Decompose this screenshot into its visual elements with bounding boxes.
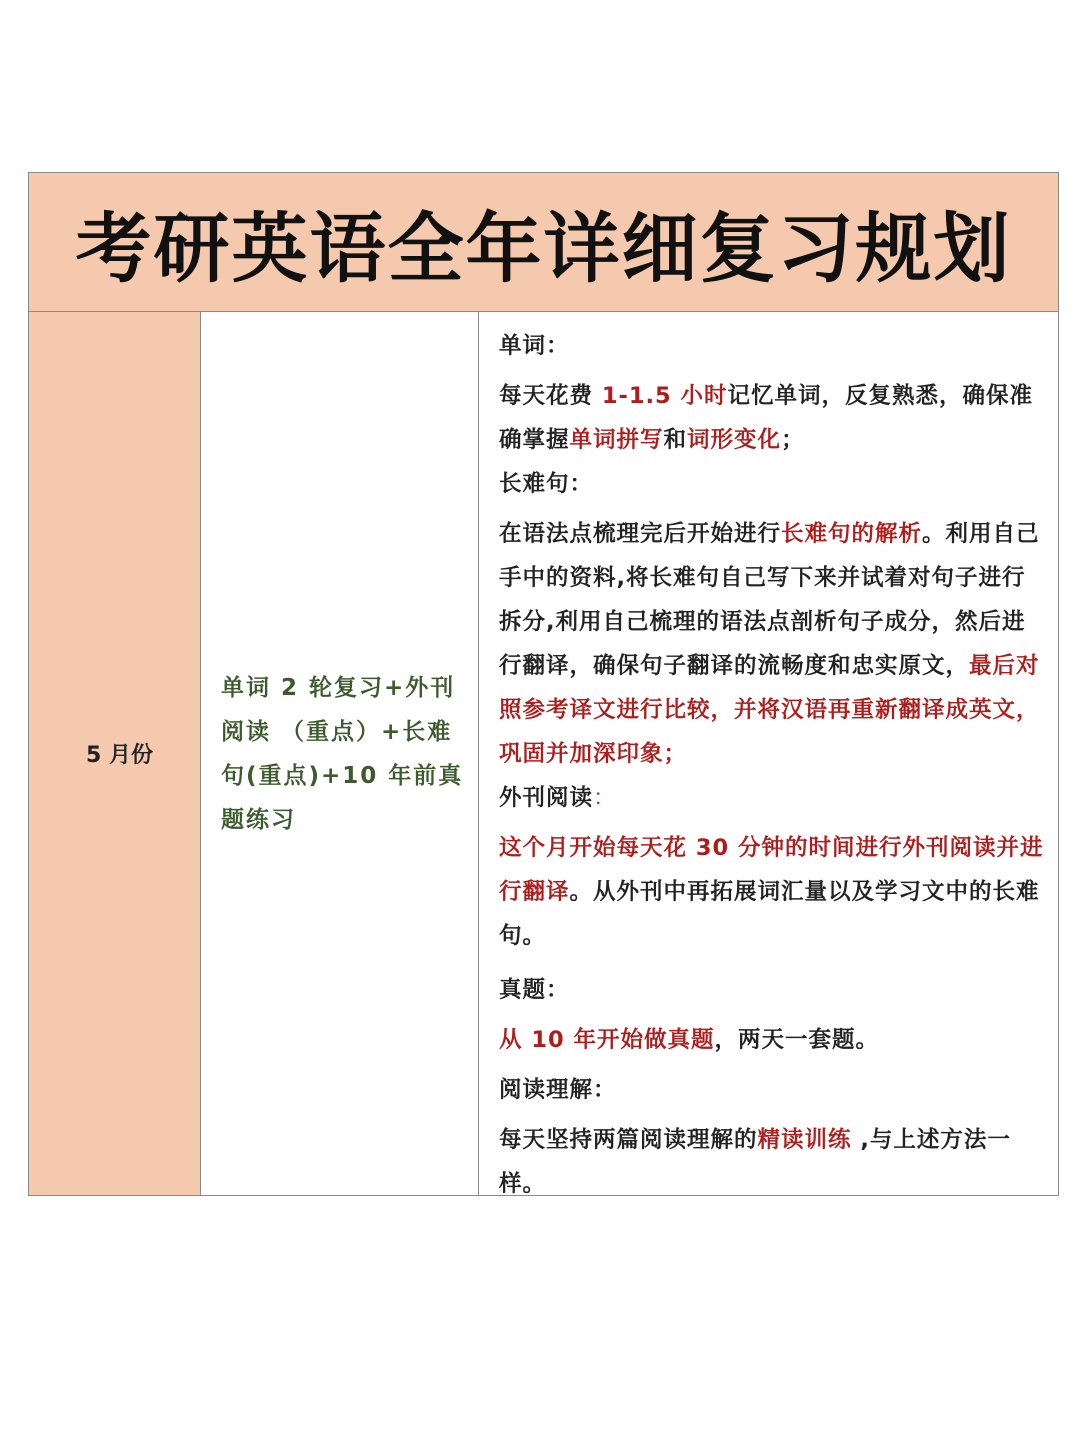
month-label: 5 月份 [86, 743, 153, 768]
plan-table [28, 172, 1059, 1196]
page-title: 考研英语全年详细复习规划 [29, 173, 1058, 312]
periodicals-heading: 外刊阅读： [499, 785, 617, 811]
periodicals-text: 这个月开始每天花 30 分钟的时间进行外刊阅读并进行翻译。从外刊中再拓展词汇量以及学习文中的长难句。 [499, 835, 1044, 949]
task-cell [201, 312, 479, 1195]
reading-text: 每天坚持两篇阅读理解的精读训练 ,与上述方法一样。 [499, 1127, 1011, 1197]
vocab-text: 每天花费 1-1.5 小时记忆单词，反复熟悉，确保准确掌握单词拼写和词形变化； [499, 383, 1034, 453]
task-summary: 单词 2 轮复习+外刊阅读 （重点）+长难句(重点)+10 年前真题练习 [221, 674, 464, 833]
table-row [29, 312, 1058, 1195]
sentences-text: 在语法点梳理完后开始进行长难句的解析。利用自己手中的资料,将长难句自己写下来并试着对句子进行拆分,利用自己梳理的语法点剖析句子成分，然后进行翻译，确保句子翻译的流畅度和忠实原文，最后对照参考译文进行比较，并将汉语再重新翻译成英文，巩固并加深印象； [499, 521, 1040, 767]
exams-text: 从 10 年开始做真题，两天一套题。 [499, 1027, 879, 1053]
vocab-heading: 单词： [499, 333, 570, 359]
reading-heading: 阅读理解： [499, 1077, 617, 1103]
detail-cell [479, 312, 1058, 1195]
exams-heading: 真题： [499, 977, 570, 1003]
sentences-heading: 长难句： [499, 471, 594, 497]
month-cell [29, 312, 201, 1195]
